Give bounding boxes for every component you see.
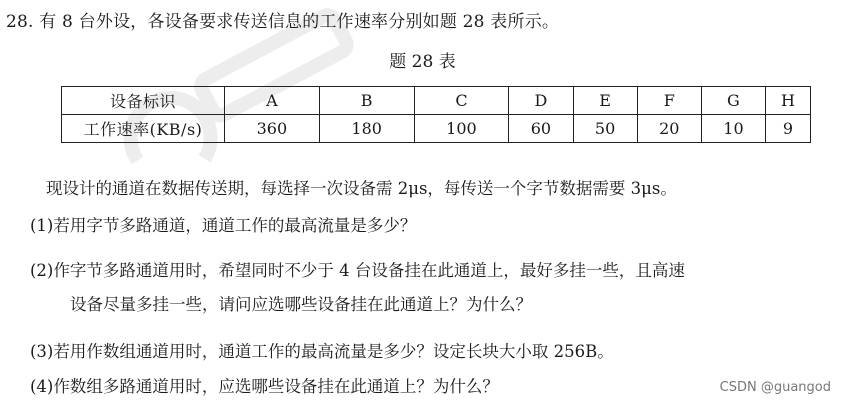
intro-paragraph: 现设计的通道在数据传送期，每选择一次设备需 2μs，每传送一个字节数据需要 3μs。	[46, 179, 677, 198]
question-title: 28. 有 8 台外设，各设备要求传送信息的工作速率分别如题 28 表所示。	[6, 12, 560, 32]
rate-cell: 20	[637, 115, 701, 143]
table-caption: 题 28 表	[389, 52, 456, 72]
rate-cell: 60	[509, 115, 573, 143]
rate-cell: 10	[701, 115, 765, 143]
rate-cell: 360	[225, 115, 320, 143]
rate-cell: 9	[766, 115, 811, 143]
device-cell: D	[509, 87, 573, 115]
device-cell: B	[319, 87, 414, 115]
device-cell: C	[414, 87, 509, 115]
sub-question-4: (4)作数组多路通道用时，应选哪些设备挂在此通道上？为什么？	[30, 377, 499, 396]
device-cell: H	[766, 87, 811, 115]
sub-question-3: (3)若用作数组通道用时，通道工作的最高流量是多少？设定长块大小取 256B。	[30, 342, 614, 361]
sub-question-2-line-2: 设备尽量多挂一些，请问应选哪些设备挂在此通道上？为什么？	[70, 295, 532, 314]
source-credit: CSDN @guangod	[719, 380, 831, 395]
rate-row	[62, 115, 811, 143]
sub-question-2-line-1: (2)作字节多路通道用时，希望同时不少于 4 台设备挂在此通道上，最好多挂一些，且高速	[30, 261, 685, 280]
sub-question-1: (1)若用字节多路通道，通道工作的最高流量是多少？	[30, 216, 417, 235]
rate-cell: 180	[319, 115, 414, 143]
device-cell: A	[225, 87, 320, 115]
row-label-device-id: 设备标识	[62, 87, 225, 115]
rate-cell: 50	[573, 115, 637, 143]
row-label-rate: 工作速率(KB/s)	[62, 115, 225, 143]
rate-cell: 100	[414, 115, 509, 143]
device-cell: G	[701, 87, 765, 115]
device-id-row	[62, 87, 811, 115]
device-rate-table	[61, 86, 811, 143]
device-cell: E	[573, 87, 637, 115]
device-cell: F	[637, 87, 701, 115]
